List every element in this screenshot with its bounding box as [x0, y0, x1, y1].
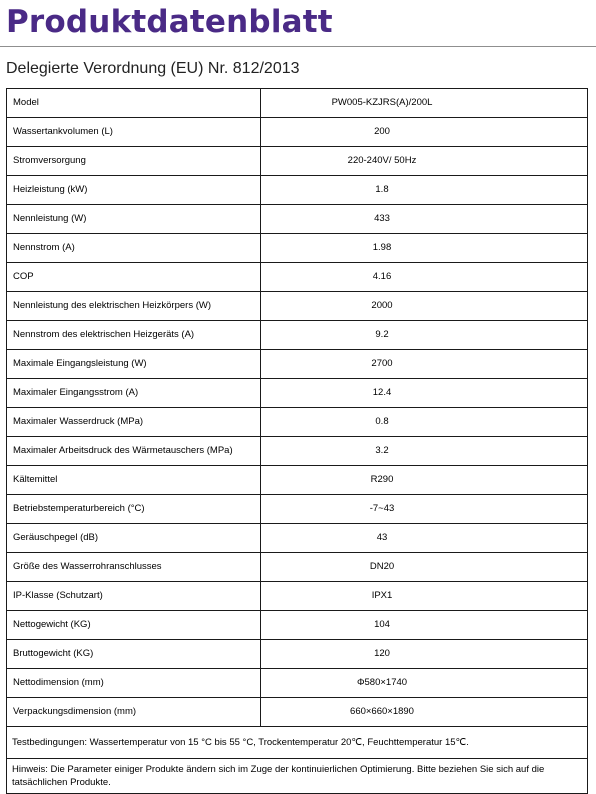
table-row	[7, 698, 588, 727]
table-row	[7, 176, 588, 205]
hint-row	[7, 759, 588, 794]
row-label: Maximaler Arbeitsdruck des Wärmetauschers (MPa)	[7, 437, 261, 466]
test-conditions-note: Testbedingungen: Wassertemperatur von 15 °C bis 55 °C, Trockentemperatur 20℃, Feuchttemperatur 15℃.	[7, 727, 588, 759]
table-row	[7, 350, 588, 379]
test-conditions-row	[7, 727, 588, 759]
row-value: 1.98	[261, 234, 588, 263]
table-row	[7, 466, 588, 495]
row-value: 9.2	[261, 321, 588, 350]
title-divider	[0, 46, 596, 47]
row-label: Verpackungsdimension (mm)	[7, 698, 261, 727]
row-value: 1.8	[261, 176, 588, 205]
table-row	[7, 611, 588, 640]
row-label: IP-Klasse (Schutzart)	[7, 582, 261, 611]
row-value: 2000	[261, 292, 588, 321]
row-label: Nennstrom (A)	[7, 234, 261, 263]
page-title: Produktdatenblatt	[6, 4, 333, 40]
product-data-table	[6, 88, 588, 794]
row-value: PW005-KZJRS(A)/200L	[261, 89, 588, 118]
row-label: Größe des Wasserrohranschlusses	[7, 553, 261, 582]
table-row	[7, 89, 588, 118]
row-value: 0.8	[261, 408, 588, 437]
row-label: Model	[7, 89, 261, 118]
row-value: 12.4	[261, 379, 588, 408]
table-row	[7, 408, 588, 437]
table-row	[7, 582, 588, 611]
table-row	[7, 640, 588, 669]
row-value: DN20	[261, 553, 588, 582]
product-data-table-body	[7, 89, 588, 794]
table-row	[7, 495, 588, 524]
row-value: R290	[261, 466, 588, 495]
row-label: Bruttogewicht (KG)	[7, 640, 261, 669]
row-label: Nettodimension (mm)	[7, 669, 261, 698]
table-row	[7, 263, 588, 292]
table-row	[7, 553, 588, 582]
row-label: Kältemittel	[7, 466, 261, 495]
table-row	[7, 147, 588, 176]
row-label: Maximaler Eingangsstrom (A)	[7, 379, 261, 408]
table-row	[7, 524, 588, 553]
row-value: 4.16	[261, 263, 588, 292]
row-value: 2700	[261, 350, 588, 379]
row-label: Wassertankvolumen (L)	[7, 118, 261, 147]
table-row	[7, 292, 588, 321]
row-label: Maximale Eingangsleistung (W)	[7, 350, 261, 379]
row-label: Geräuschpegel (dB)	[7, 524, 261, 553]
row-label: Nennleistung des elektrischen Heizkörpers (W)	[7, 292, 261, 321]
row-value: 104	[261, 611, 588, 640]
table-row	[7, 669, 588, 698]
row-label: Heizleistung (kW)	[7, 176, 261, 205]
table-row	[7, 205, 588, 234]
page-subtitle: Delegierte Verordnung (EU) Nr. 812/2013	[6, 60, 300, 77]
row-label: Maximaler Wasserdruck (MPa)	[7, 408, 261, 437]
table-row	[7, 234, 588, 263]
hint-note: Hinweis: Die Parameter einiger Produkte ändern sich im Zuge der kontinuierlichen Optimierung. Bitte beziehen Sie sich auf die tatsächlichen Produkte.	[7, 759, 588, 794]
row-label: COP	[7, 263, 261, 292]
row-label: Nennstrom des elektrischen Heizgeräts (A)	[7, 321, 261, 350]
row-label: Nettogewicht (KG)	[7, 611, 261, 640]
row-value: -7~43	[261, 495, 588, 524]
table-row	[7, 379, 588, 408]
row-value: Φ580×1740	[261, 669, 588, 698]
row-value: 660×660×1890	[261, 698, 588, 727]
table-row	[7, 321, 588, 350]
table-row	[7, 118, 588, 147]
row-label: Nennleistung (W)	[7, 205, 261, 234]
row-value: 220-240V/ 50Hz	[261, 147, 588, 176]
row-value: IPX1	[261, 582, 588, 611]
row-value: 200	[261, 118, 588, 147]
row-value: 433	[261, 205, 588, 234]
row-label: Stromversorgung	[7, 147, 261, 176]
row-label: Betriebstemperaturbereich (°C)	[7, 495, 261, 524]
row-value: 43	[261, 524, 588, 553]
table-row	[7, 437, 588, 466]
row-value: 120	[261, 640, 588, 669]
row-value: 3.2	[261, 437, 588, 466]
